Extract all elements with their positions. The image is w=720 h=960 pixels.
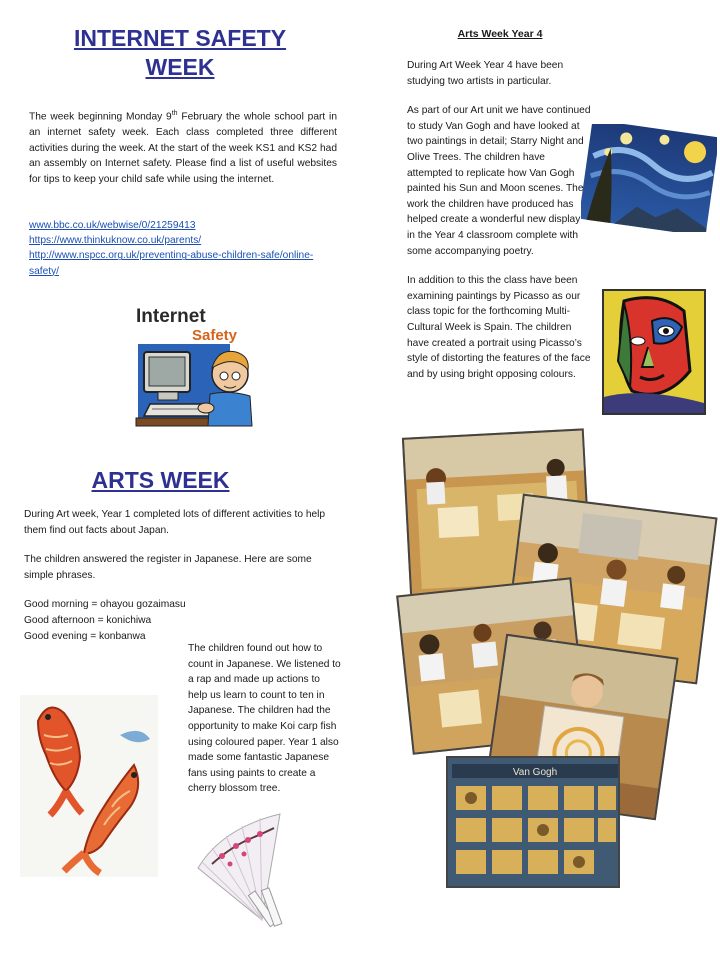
year4-para-1: During Art Week Year 4 have been studying two artists in particular. (407, 60, 564, 87)
year4-para-3: In addition to this the class have been examining paintings by Picasso as our class topic for the forthcoming Multi-Cultural Week is Spain. The children have created a portrait using Picasso’s style of distorting the features of the face and by using bright opposing colours. (407, 275, 591, 380)
japanese-phrase-list (24, 597, 336, 644)
picasso-portrait-image (602, 289, 706, 415)
internet-safety-title (40, 24, 320, 82)
phrase-good-evening: Good evening = konbanwa (24, 630, 146, 642)
arts-week-year4-heading: Arts Week Year 4 (457, 28, 543, 40)
arts-week-title: ARTS WEEK (91, 467, 230, 493)
koi-fish-lower (64, 765, 138, 873)
phrase-good-afternoon: Good afternoon = konichiwa (24, 614, 152, 626)
internet-safety-title-line1: INTERNET SAFETY (73, 25, 287, 51)
japanese-fan-image (192, 808, 320, 928)
arts-week-year4-text (407, 58, 591, 396)
display-banner-label: Van Gogh (512, 767, 558, 778)
link-bbc-webwise[interactable]: www.bbc.co.uk/webwise/0/21259413 (29, 220, 196, 231)
koi-carp-image (20, 695, 158, 877)
starry-night-image (581, 124, 717, 232)
arts-week-counting-text (188, 641, 342, 811)
para-rest: February the whole school part in an internet safety week. Each class completed three different activities during the week. At the start of the week KS1 and KS2 had an assembly on Internet safety. Please find a list of useful websites for tips to keep your child safe while using the internet. (29, 111, 337, 185)
van-gogh-display-photo (446, 756, 620, 888)
arts-week-para-2: The children answered the register in Japanese. Here are some simple phrases. (24, 554, 312, 581)
para-sup: th (171, 110, 178, 117)
arts-week-para-1: During Art week, Year 1 completed lots of different activities to help them find out facts about Japan. (24, 509, 326, 536)
clipart-word-internet: Internet (136, 306, 206, 327)
para-prefix: The week beginning Monday 9 (29, 111, 172, 123)
arts-week-para-3: The children found out how to count in Japanese. We listened to a rap and made up actions to help us learn to count to ten in Japanese. The children had the opportunity to make Koi carp fish using coloured paper. Year 1 also made some fantastic Japanese fans using paints to create a cherry blossom tree. (188, 643, 341, 795)
clipart-word-safety: Safety (192, 327, 238, 344)
internet-safety-clipart (130, 300, 265, 438)
koi-fish-upper (38, 708, 82, 815)
internet-safety-paragraph (29, 106, 337, 187)
link-thinkuknow[interactable]: https://www.thinkuknow.co.uk/parents/ (29, 235, 202, 247)
arts-week-text (24, 507, 336, 644)
phrase-good-morning: Good morning = ohayou gozaimasu (24, 599, 186, 611)
year4-para-2: As part of our Art unit we have continued to study Van Gogh and have looked at two paintings in detail; Starry Night and Olive Trees. The children have attempted to replicate how Van Gogh painted his Sun and Moon scenes. The work the children have produced has helped create a wonderful new display in the Year 4 classroom complete with some accompanying poetry. (407, 105, 591, 257)
safety-links (29, 218, 337, 279)
internet-safety-title-line2: WEEK (145, 54, 215, 80)
link-nspcc[interactable]: http://www.nspcc.org.uk/preventing-abuse-children-safe/online-safety/ (29, 250, 314, 277)
